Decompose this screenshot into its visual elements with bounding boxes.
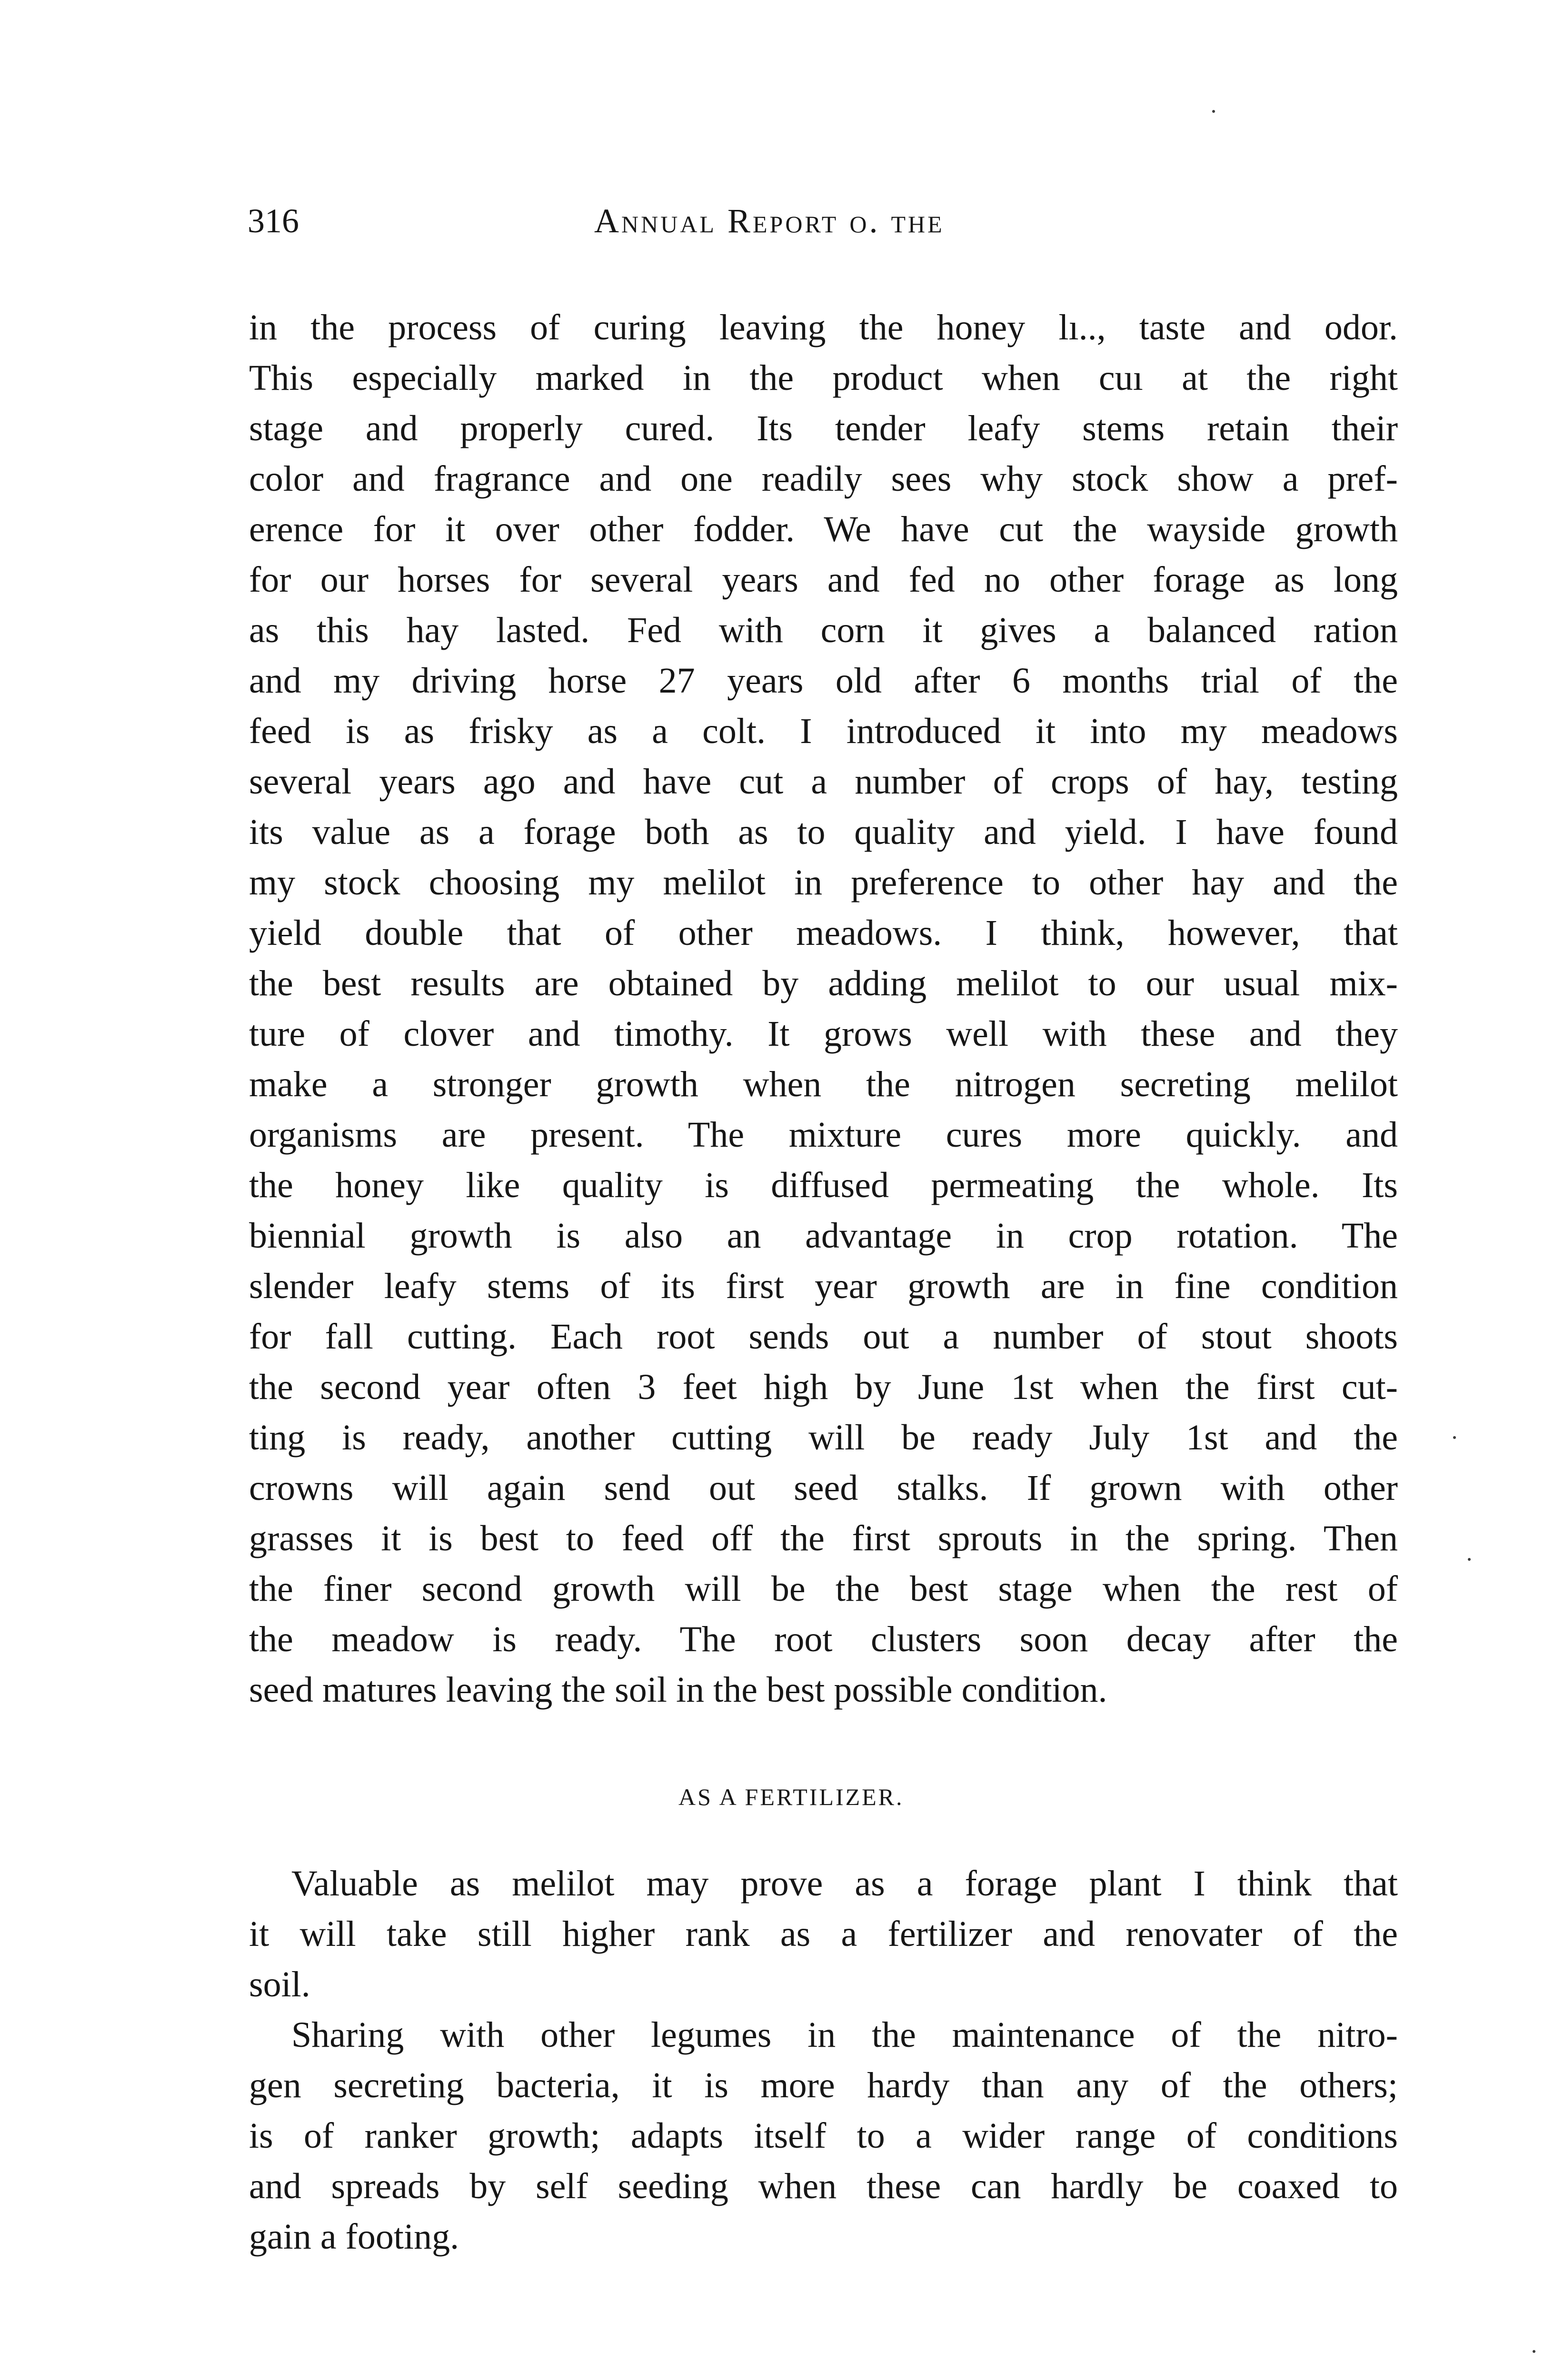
body-line: ting is ready, another cutting will be ready July 1st and the [249, 1418, 1398, 1458]
body-line: biennial growth is also an advantage in crop rotation. The [249, 1216, 1398, 1256]
body-line: make a stronger growth when the nitrogen secreting melilot [249, 1064, 1398, 1104]
body-line: as this hay lasted. Fed with corn it gives a balanced ration [249, 610, 1398, 650]
body-line: several years ago and have cut a number of crops of hay, testing [249, 762, 1398, 802]
body-line: Sharing with other legumes in the maintenance of the nitro- [291, 2015, 1398, 2055]
body-line: erence for it over other fodder. We have cut the wayside growth [249, 509, 1398, 549]
body-line: it will take still higher rank as a fertilizer and renovater of the [249, 1914, 1398, 1954]
body-line: crowns will again send out seed stalks. If grown with other [249, 1468, 1398, 1508]
body-line: feed is as frisky as a colt. I introduced it into my meadows [249, 711, 1398, 751]
body-line: the meadow is ready. The root clusters soon decay after the [249, 1619, 1398, 1659]
scan-speck [1468, 1558, 1471, 1561]
body-line: slender leafy stems of its first year growth are in fine condition [249, 1266, 1398, 1306]
body-line: its value as a forage both as to quality and yield. I have found [249, 812, 1398, 852]
body-line: ture of clover and timothy. It grows well with these and they [249, 1014, 1398, 1054]
body-line: and my driving horse 27 years old after 6 months trial of the [249, 661, 1398, 701]
section-heading: AS A FERTILIZER. [678, 1784, 904, 1810]
body-line: for fall cutting. Each root sends out a number of stout shoots [249, 1317, 1398, 1357]
body-line: the finer second growth will be the best stage when the rest of [249, 1569, 1398, 1609]
body-line: gain a footing. [249, 2217, 459, 2257]
body-line: organisms are present. The mixture cures more quickly. and [249, 1115, 1398, 1155]
body-line: gen secreting bacteria, it is more hardy than any of the others; [249, 2065, 1398, 2105]
scan-speck [1453, 1436, 1456, 1439]
body-line: the best results are obtained by adding melilot to our usual mix- [249, 963, 1398, 1003]
body-line: is of ranker growth; adapts itself to a wider range of conditions [249, 2116, 1398, 2156]
body-line: seed matures leaving the soil in the best possible condition. [249, 1670, 1107, 1710]
body-line: the honey like quality is diffused permeating the whole. Its [249, 1165, 1398, 1205]
page-number: 316 [248, 202, 299, 240]
body-line: color and fragrance and one readily sees why stock show a pref- [249, 459, 1398, 499]
body-line: grasses it is best to feed off the first sprouts in the spring. Then [249, 1518, 1398, 1558]
body-line: This especially marked in the product when cuı at the right [249, 358, 1398, 398]
scan-speck [1212, 110, 1215, 113]
body-line: and spreads by self seeding when these can hardly be coaxed to [249, 2166, 1398, 2206]
body-line: my stock choosing my melilot in preference to other hay and the [249, 863, 1398, 902]
body-line: the second year often 3 feet high by June 1st when the first cut- [249, 1367, 1398, 1407]
body-line: stage and properly cured. Its tender leafy stems retain their [249, 408, 1398, 448]
body-line: Valuable as melilot may prove as a forage plant I think that [291, 1864, 1398, 1904]
running-head: Annual Report o. the [594, 202, 945, 240]
body-line: soil. [249, 1964, 310, 2004]
body-line: for our horses for several years and fed no other forage as long [249, 560, 1398, 600]
body-line: in the process of curing leaving the honey lı.., taste and odor. [249, 307, 1398, 347]
body-line: yield double that of other meadows. I think, however, that [249, 913, 1398, 953]
scan-speck [1533, 2350, 1535, 2353]
